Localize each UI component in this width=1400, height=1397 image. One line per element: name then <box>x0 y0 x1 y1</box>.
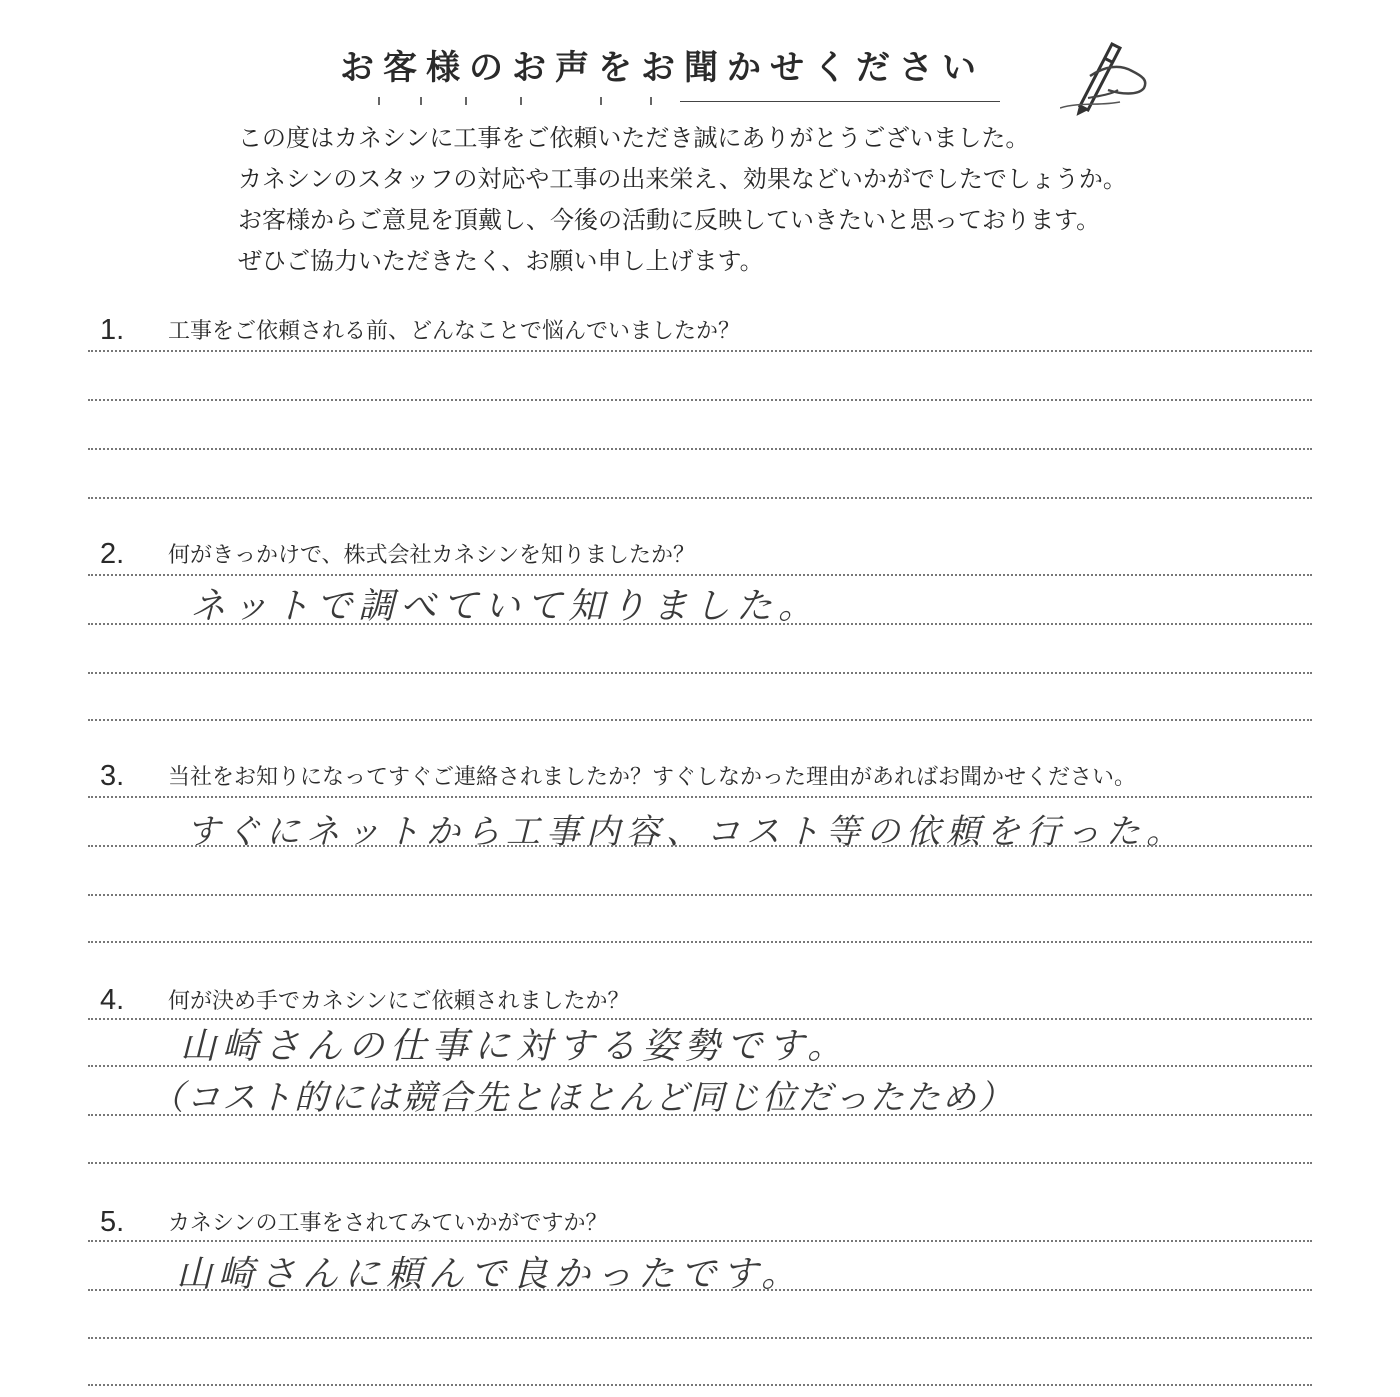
page-title: お客様のお声をお聞かせください <box>340 48 985 88</box>
answer-line <box>88 719 1312 721</box>
question-number: 4. <box>100 984 125 1016</box>
handwritten-answer: すぐにネットから工事内容、コスト等の依頼を行った。 <box>186 812 1186 852</box>
handwritten-answer: （コスト的には競合先とほとんど同じ位だったため） <box>150 1078 1014 1118</box>
title-underline-mark <box>378 97 380 105</box>
answer-line <box>88 399 1312 401</box>
answer-line <box>88 574 1312 576</box>
pen-writing-icon <box>1060 36 1160 116</box>
handwritten-answer: 山崎さんに頼んで良かったです。 <box>176 1254 804 1295</box>
answer-line <box>88 894 1312 896</box>
title-underline-mark <box>520 97 522 105</box>
answer-line <box>88 1289 1312 1291</box>
answer-line <box>88 350 1312 352</box>
answer-line <box>88 672 1312 674</box>
handwritten-answer: 山崎さんの仕事に対する姿勢です。 <box>180 1026 850 1067</box>
answer-line <box>88 1384 1312 1386</box>
answer-line <box>88 796 1312 798</box>
question-number: 5. <box>100 1206 125 1238</box>
title-underline-mark <box>650 97 652 105</box>
answer-line <box>88 1240 1312 1242</box>
question-text: 工事をご依頼される前、どんなことで悩んでいましたか？ <box>168 319 741 344</box>
answer-line <box>88 1065 1312 1067</box>
intro-line: カネシンのスタッフの対応や工事の出来栄え、効果などいかがでしたでしょうか。 <box>238 165 1127 193</box>
answer-line <box>88 1162 1312 1164</box>
title-underline-mark <box>420 97 422 105</box>
answer-line <box>88 845 1312 847</box>
answer-line <box>88 497 1312 499</box>
intro-line: ぜひご協力いただきたく、お願い申し上げます。 <box>238 247 764 275</box>
title-underline-mark <box>465 97 467 105</box>
answer-line <box>88 1337 1312 1339</box>
question-text: カネシンの工事をされてみていかがですか？ <box>168 1211 608 1236</box>
question-text: 何がきっかけで、株式会社カネシンを知りましたか？ <box>168 543 696 568</box>
intro-line: お客様からご意見を頂戴し、今後の活動に反映していきたいと思っております。 <box>238 206 1101 234</box>
answer-line <box>88 941 1312 943</box>
answer-line <box>88 623 1312 625</box>
question-number: 2. <box>100 538 125 570</box>
question-number: 1. <box>100 314 125 346</box>
question-text: 当社をお知りになってすぐご連絡されましたか？すぐしなかった理由があればお聞かせください。 <box>168 765 1137 790</box>
answer-line <box>88 448 1312 450</box>
question-text: 何が決め手でカネシンにご依頼されましたか？ <box>168 989 630 1014</box>
answer-line <box>88 1114 1312 1116</box>
title-underline-mark <box>600 97 602 105</box>
title-underline <box>680 101 1000 102</box>
intro-text <box>238 118 1238 282</box>
intro-line: この度はカネシンに工事をご依頼いただき誠にありがとうございました。 <box>238 124 1030 152</box>
question-number: 3. <box>100 760 125 792</box>
handwritten-answer: ネットで調べていて知りました。 <box>190 586 821 627</box>
